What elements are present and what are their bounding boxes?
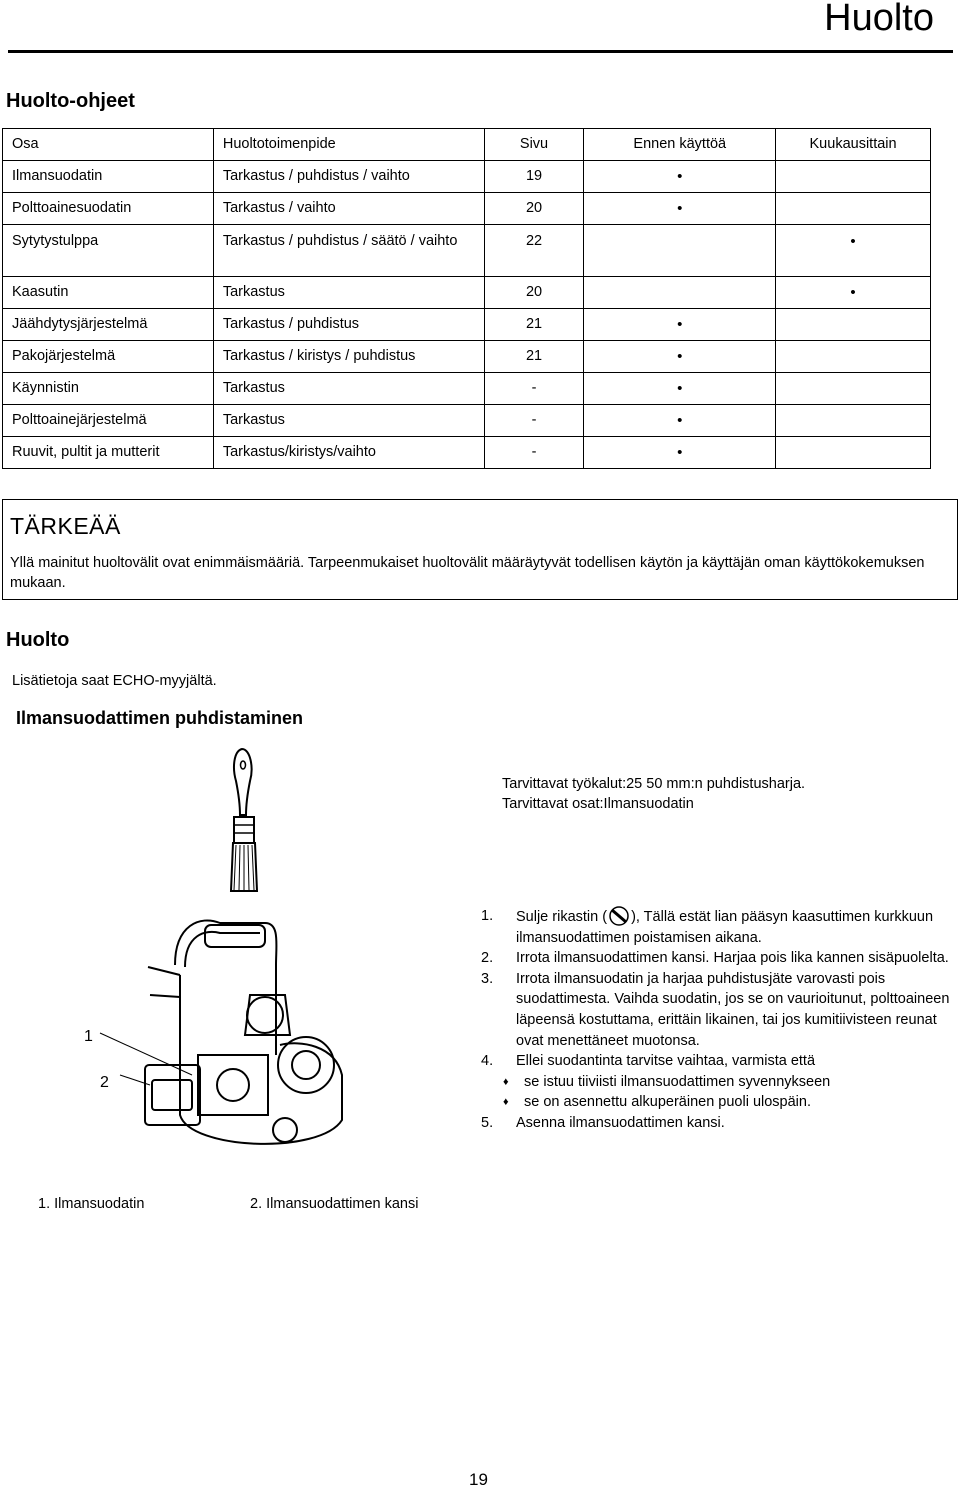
section-title: Huolto [6,629,70,651]
step-text [516,906,959,948]
part-cell: Ilmansuodatin [3,161,214,193]
choke-icon [607,906,631,926]
part-cell: Ruuvit, pultit ja mutterit [3,437,214,469]
before-use-cell: • [584,309,776,341]
monthly-cell [776,405,931,437]
subsection-title: Ilmansuodattimen puhdistaminen [16,708,304,728]
before-use-cell: • [584,373,776,405]
action-cell: Tarkastus / vaihto [213,193,484,225]
bullet-item [481,1072,959,1093]
figure-caption-1: 1. Ilmansuodatin [38,1196,145,1212]
monthly-cell [776,437,931,469]
page-cell: - [484,373,584,405]
step-number: 4. [481,1053,494,1070]
table-header-row [3,129,931,161]
part-cell: Pakojärjestelmä [3,341,214,373]
monthly-cell [776,341,931,373]
monthly-cell [776,193,931,225]
required-tools-text: Tarvittavat työkalut:25 50 mm:n puhdistusharja. [502,776,806,792]
page-cell: 21 [484,341,584,373]
table-row [3,225,931,277]
step-number: 2. [481,950,494,967]
action-cell: Tarkastus / puhdistus / säätö / vaihto [213,225,484,277]
page-cell: - [484,437,584,469]
action-cell: Tarkastus / kiristys / puhdistus [213,341,484,373]
title-divider [8,50,953,53]
diamond-bullet-icon: ♦ [503,1075,509,1088]
part-cell: Polttoainesuodatin [3,193,214,225]
figure-caption-2: 2. Ilmansuodattimen kansi [250,1196,419,1212]
step-text: Asenna ilmansuodattimen kansi. [516,1114,725,1131]
column-header: Ennen käyttöä [584,129,776,161]
page-title: Huolto [824,0,934,39]
diamond-bullet-icon: ♦ [503,1096,509,1109]
page-cell: - [484,405,584,437]
table-row [3,341,931,373]
table-row [3,405,931,437]
action-cell: Tarkastus / puhdistus [213,309,484,341]
page-cell: 21 [484,309,584,341]
page-cell: 19 [484,161,584,193]
before-use-cell: • [584,193,776,225]
step-number: 1. [481,908,494,924]
bullet-text: se on asennettu alkuperäinen puoli ulospäin. [524,1094,811,1111]
step-text: Irrota ilmansuodatin ja harjaa puhdistusjäte varovasti pois suodattimesta. Vaihda suodatin, jos se on vaurioitunut, polttoaineen läpeensä kostuttama, erittäin likainen, tai jos kumitiivisteen reunat ovat menettäneet muotonsa. [516,970,950,1049]
before-use-cell: • [584,437,776,469]
before-use-cell: • [584,405,776,437]
step-text: Irrota ilmansuodattimen kansi. Harjaa pois lika kannen sisäpuolelta. [516,950,949,967]
table-row [3,373,931,405]
part-cell: Käynnistin [3,373,214,405]
list-item [481,1051,959,1072]
table-row [3,277,931,309]
step-text: Ellei suodantinta tarvitse vaihtaa, varmista että [516,1053,816,1070]
page-cell: 22 [484,225,584,277]
column-header: Sivu [484,129,584,161]
table-row [3,309,931,341]
bullet-item [481,1092,959,1113]
page-number: 19 [469,1470,488,1489]
step-number: 5. [481,1114,494,1131]
part-cell: Kaasutin [3,277,214,309]
part-cell: Sytytystulppa [3,225,214,277]
callout-2: 2 [100,1074,109,1091]
table-row [3,193,931,225]
action-cell: Tarkastus/kiristys/vaihto [213,437,484,469]
blower-illustration [80,905,350,1165]
column-header: Kuukausittain [776,129,931,161]
column-header: Osa [3,129,214,161]
before-use-cell [584,277,776,309]
dealer-info-text: Lisätietoja saat ECHO-myyjältä. [12,673,217,689]
maintenance-table [2,128,931,469]
monthly-cell: • [776,277,931,309]
monthly-cell: • [776,225,931,277]
monthly-cell [776,373,931,405]
bullet-text: se istuu tiiviisti ilmansuodattimen syvennykseen [524,1073,831,1090]
before-use-cell: • [584,161,776,193]
cleaning-brush-illustration [200,745,280,895]
table-row [3,437,931,469]
action-cell: Tarkastus [213,405,484,437]
page-cell: 20 [484,277,584,309]
before-use-cell: • [584,341,776,373]
part-cell: Jäähdytysjärjestelmä [3,309,214,341]
column-header: Huoltotoimenpide [213,129,484,161]
list-item [481,948,959,969]
action-cell: Tarkastus / puhdistus / vaihto [213,161,484,193]
important-heading: TÄRKEÄÄ [10,513,121,539]
table-row [3,161,931,193]
step-number: 3. [481,970,494,987]
monthly-cell [776,161,931,193]
list-item [481,969,959,1051]
schedule-heading: Huolto-ohjeet [6,90,135,112]
list-item [481,906,959,948]
part-cell: Polttoainejärjestelmä [3,405,214,437]
important-text: Yllä mainitut huoltovälit ovat enimmäismääriä. Tarpeenmukaiset huoltovälit määräytyvät todellisen käytön ja käyttäjän oman käyttökokemuksen mukaan. [10,555,925,591]
procedure-steps [481,906,959,1134]
action-cell: Tarkastus [213,277,484,309]
before-use-cell [584,225,776,277]
step-text-end: ), Tällä estät lian pääsyn kaasuttimen kurkkuun ilmansuodattimen poistamisen aikana. [516,909,934,946]
required-parts-text: Tarvittavat osat:Ilmansuodatin [502,796,694,812]
callout-1: 1 [84,1028,93,1045]
page-cell: 20 [484,193,584,225]
list-item [481,1113,959,1134]
action-cell: Tarkastus [213,373,484,405]
monthly-cell [776,309,931,341]
step-text-start: Sulje rikastin ( [516,909,608,925]
